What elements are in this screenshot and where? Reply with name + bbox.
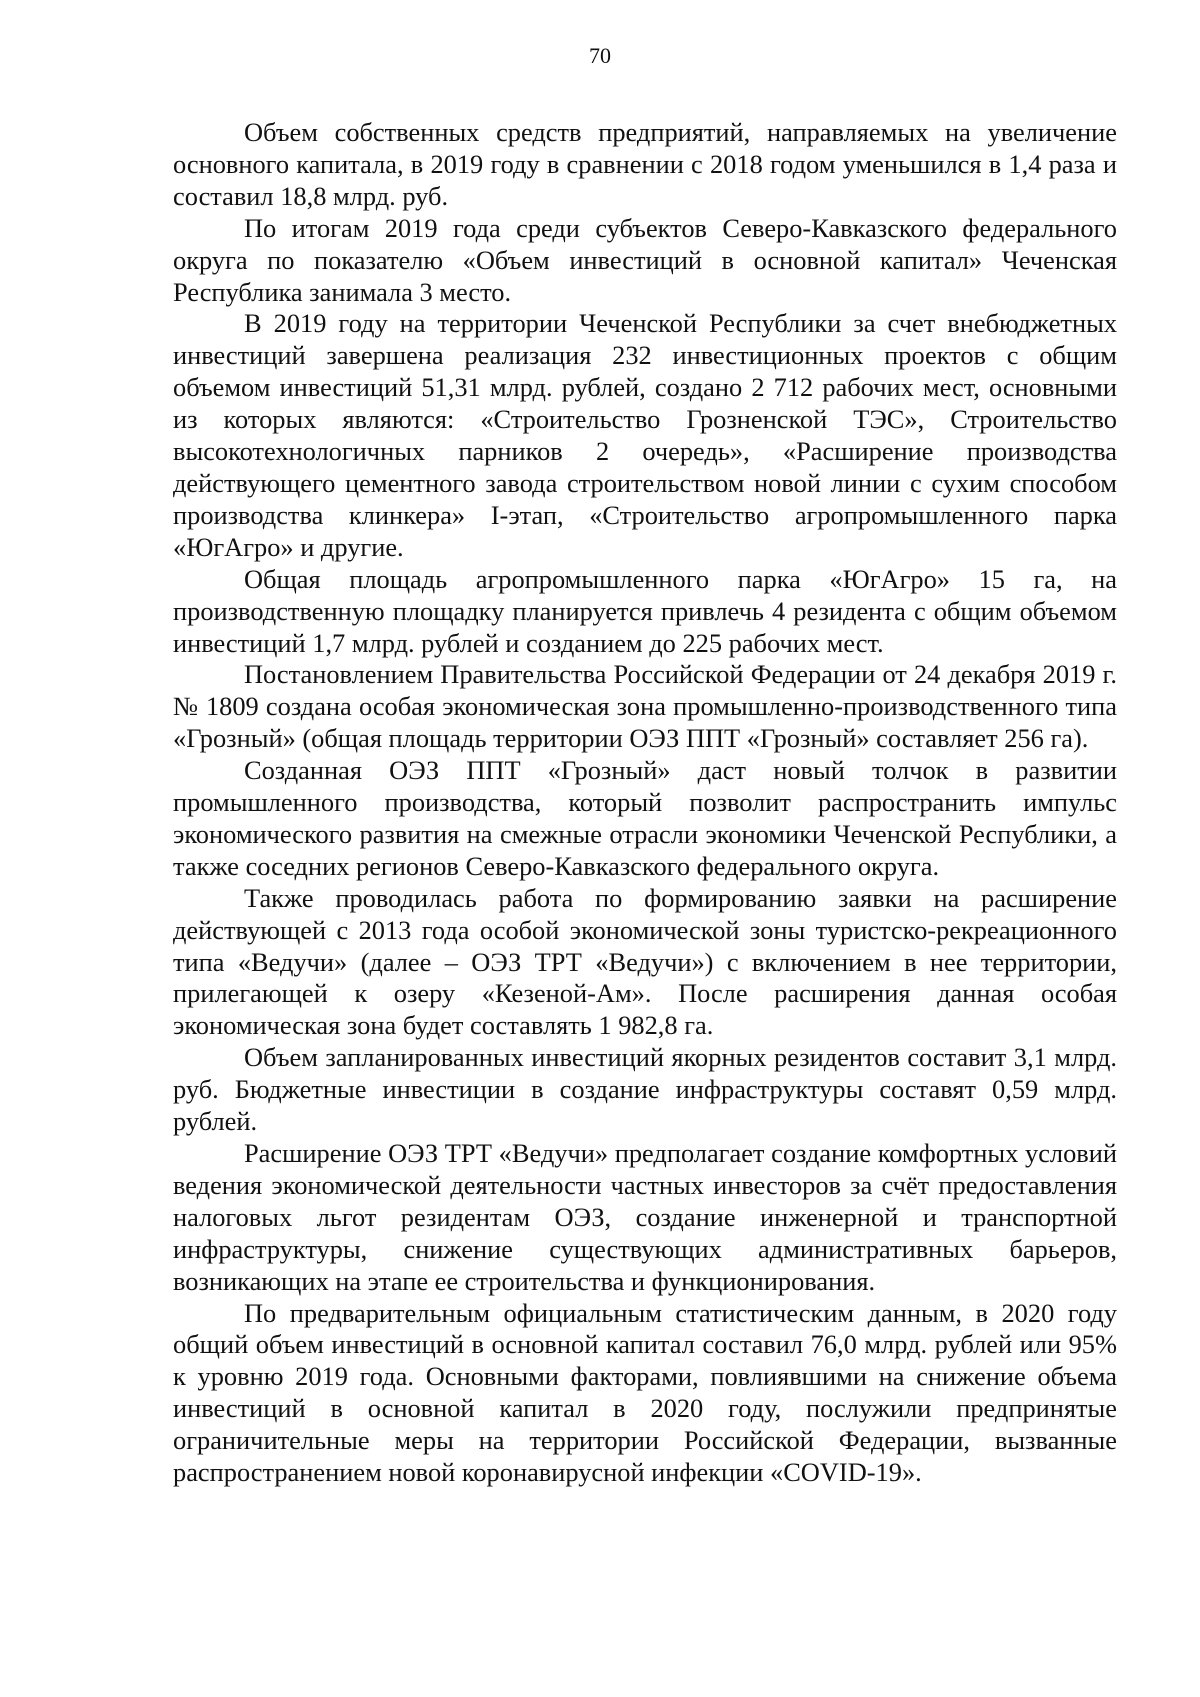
paragraph-veduchi-expansion: Также проводилась работа по формированию заявки на расширение действующей с 2013 года особой экономической зоны туристско-рекреационного типа «Ведучи» (далее – ОЭЗ ТРТ «Ведучи») с включением в нее территории, прилегающей к озеру «Кезеной-Ам». После расширения данная особая экономическая зона будет составлять 1 982,8 га. [173, 882, 1117, 1041]
paragraph-projects-2019: В 2019 году на территории Чеченской Республики за счет внебюджетных инвестиций завершена реализация 232 инвестиционных проектов с общим объемом инвестиций 51,31 млрд. рублей, создано 2 712 рабочих мест, основными из которых являются: «Строительство Грозненской ТЭС», Строительство высокотехнологичных парников 2 очередь», «Расширение производства действующего цементного завода строительством новой линии с сухим способом производства клинкера» I-этап, «Строительство агропромышленного парка «ЮгАгро» и другие. [173, 308, 1117, 562]
paragraph-grozny-sez: Созданная ОЭЗ ППТ «Грозный» даст новый толчок в развитии промышленного производства, который позволит распространить импульс экономического развития на смежные отрасли экономики Чеченской Республики, а также соседних регионов Северо-Кавказского федерального округа. [173, 755, 1117, 881]
paragraph-planned-investment: Объем запланированных инвестиций якорных резидентов составит 3,1 млрд. руб. Бюджетные инвестиции в создание инфраструктуры составят 0,59 млрд. рублей. [173, 1042, 1117, 1137]
paragraph-expansion-benefits: Расширение ОЭЗ ТРТ «Ведучи» предполагает создание комфортных условий ведения экономической деятельности частных инвесторов за счёт предоставления налоговых льгот резидентам ОЭЗ, создание инженерной и транспортной инфраструктуры, снижение существующих административных барьеров, возникающих на этапе ее строительства и функционирования. [173, 1138, 1117, 1296]
paragraph-regional-rank: По итогам 2019 года среди субъектов Северо-Кавказского федерального округа по показателю «Объем инвестиций в основной капитал» Чеченская Республика занимала 3 место. [173, 212, 1117, 307]
document-body [173, 117, 1117, 1489]
page-number: 70 [589, 43, 611, 68]
paragraph-government-decree: Постановлением Правительства Российской Федерации от 24 декабря 2019 г. № 1809 создана особая экономическая зона промышленно-производственного типа «Грозный» (общая площадь территории ОЭЗ ППТ «Грозный» составляет 256 га). [173, 659, 1117, 754]
paragraph-investment-2020: По предварительным официальным статистическим данным, в 2020 году общий объем инвестиций в основной капитал составил 76,0 млрд. рублей или 95% к уровню 2019 года. Основными факторами, повлиявшими на снижение объема инвестиций в основной капитал в 2020 году, послужили предпринятые ограничительные меры на территории Российской Федерации, вызванные распространением новой коронавирусной инфекции «COVID-19». [173, 1297, 1117, 1488]
paragraph-yugagro-park: Общая площадь агропромышленного парка «ЮгАгро» 15 га, на производственную площадку планируется привлечь 4 резидента с общим объемом инвестиций 1,7 млрд. рублей и созданием до 225 рабочих мест. [173, 563, 1117, 658]
paragraph-own-funds: Объем собственных средств предприятий, направляемых на увеличение основного капитала, в 2019 году в сравнении с 2018 годом уменьшился в 1,4 раза и составил 18,8 млрд. руб. [173, 117, 1117, 211]
